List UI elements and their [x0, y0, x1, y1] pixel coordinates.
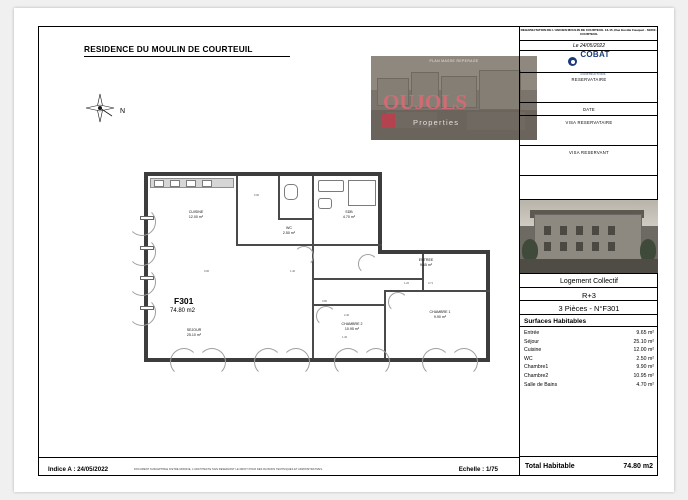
field-visa-reservant[interactable]: VISA RESERVANT: [520, 146, 658, 176]
table-row: Cuisine 12.00 m²: [524, 347, 654, 354]
door-swing-left-3: [128, 268, 156, 296]
room-label-entree: ENTREE 9.65 m²: [418, 258, 434, 267]
dimension-1: 0.90: [204, 270, 210, 273]
partition-wc-left: [278, 176, 280, 220]
kitchen-fridge-icon: [202, 180, 212, 187]
plan-area: [38, 26, 520, 476]
door-swing-bottom-6: [362, 348, 390, 376]
dimension-7: 1.40: [290, 270, 296, 273]
table-row: WC 2.50 m²: [524, 355, 654, 362]
room-label-sejour: SEJOUR 25.10 m²: [186, 328, 202, 337]
kitchen-hob-icon: [170, 180, 180, 187]
door-swing-left-2: [128, 238, 156, 266]
dimension-2: 1.40: [342, 336, 348, 339]
partition-cuisine-right: [236, 176, 238, 246]
site-plan-caption: PLAN MASSE REPERAGE: [429, 59, 479, 63]
partition-wc-bottom: [280, 218, 314, 220]
footer-divider: [38, 457, 520, 458]
dimension-4: 0.80: [322, 300, 328, 303]
field-date[interactable]: DATE: [520, 103, 658, 116]
surfaces-table: [520, 327, 658, 403]
project-header: REHABILITATION DE L'ANCIEN MOULIN DE COURTEUIL 13-15 ,Rue Eustile Fauquet - 60300 - COURTEUIL: [520, 26, 658, 41]
footer-legal: DOCUMENT SUSCEPTIBLE D'ETRE MODIFIE, L'ARCHITECTE S'EN RESERVANT LE DROIT POUR DES RAISONS TECHNIQUES ET ADMINISTRATIVES.: [134, 468, 323, 471]
lot-area: 74.80 m2: [170, 308, 196, 314]
door-swing-chambre1: [388, 292, 408, 312]
door-swing-hall: [358, 254, 378, 274]
wall-right-upper: [378, 172, 382, 254]
field-reservataire[interactable]: RESERVATAIRE: [520, 73, 658, 103]
room-label-chambre2: CHAMBRE 2 10.95 m²: [341, 322, 363, 331]
lot-code: F301: [174, 296, 194, 306]
table-row: Séjour 25.10 m²: [524, 338, 654, 345]
kitchen-appliance-icon: [186, 180, 196, 187]
partition-chambre1-left: [384, 290, 386, 358]
blank-cell: [520, 176, 658, 200]
door-swing-bottom-7: [422, 348, 450, 376]
brand-square-icon: [381, 114, 395, 128]
partition-horizontal-upper: [238, 244, 382, 246]
brand-tagline: Properties: [413, 118, 460, 127]
door-swing-entree: [294, 246, 314, 266]
wall-top: [144, 172, 382, 176]
total-value: 74.80 m2: [623, 463, 653, 470]
door-swing-bottom-2: [198, 348, 226, 376]
footer-scale: Echelle : 1/75: [458, 466, 498, 473]
door-swing-left-4: [128, 298, 156, 326]
wc-bowl-icon: [284, 184, 298, 200]
partition-hall-bottom: [312, 278, 424, 280]
company-logo: [520, 49, 658, 76]
door-swing-bottom-3: [254, 348, 282, 376]
field-visa-reservataire[interactable]: VISA RESERVATAIRE: [520, 116, 658, 146]
title-block: [519, 26, 658, 476]
dimension-8: 0.90: [254, 194, 260, 197]
door-swing-left-1: [128, 208, 156, 236]
dimension-5: 1.20: [404, 282, 410, 285]
room-label-chambre1: CHAMBRE 1 9.90 m²: [429, 310, 451, 319]
site-plan-image: [371, 56, 537, 140]
table-row: Chambre1 9.90 m²: [524, 364, 654, 371]
bath-tub-icon: [318, 180, 344, 192]
shower-icon: [348, 180, 376, 206]
surfaces-title: Surfaces Habitables: [520, 315, 658, 327]
company-name: COBAT: [580, 49, 610, 59]
table-row: Salle de Bains 4.70 m²: [524, 381, 654, 388]
partition-sdb-left: [312, 176, 314, 244]
building-photo: [520, 200, 658, 274]
partition-chambre2-left: [312, 304, 314, 358]
door-swing-bottom-5: [334, 348, 362, 376]
wall-left: [144, 172, 148, 362]
title-underline: [84, 56, 290, 57]
cobat-mark-icon: [568, 57, 577, 66]
dimension-3: 2.40: [344, 314, 350, 317]
drawing-sheet: [14, 8, 674, 492]
bath-sink-icon: [318, 198, 332, 209]
room-label-cuisine: CUISINE 12.00 m²: [188, 210, 204, 219]
north-arrow-icon: [84, 92, 128, 136]
door-swing-bottom-1: [170, 348, 198, 376]
page-title: RESIDENCE DU MOULIN DE COURTEUIL: [84, 44, 253, 54]
table-row: Chambre2 10.95 m²: [524, 372, 654, 379]
wall-mid-right: [378, 250, 490, 254]
total-habitable-row: [520, 456, 658, 476]
floor-plan: [126, 150, 494, 380]
table-row: Entrée 9.65 m²: [524, 330, 654, 336]
total-label: Total Habitable: [525, 463, 575, 470]
room-label-wc: WC 2.50 m²: [282, 226, 296, 235]
brand-name: OUJOLS: [383, 90, 468, 114]
lot-designation: 3 Pièces - N°F301: [520, 301, 658, 315]
north-label: N: [120, 108, 126, 115]
wall-right: [486, 250, 490, 362]
kitchen-sink-icon: [154, 180, 164, 187]
door-swing-bottom-8: [450, 348, 478, 376]
company-tagline: CONSTRUCTIONS: [580, 72, 606, 76]
door-swing-bottom-4: [282, 348, 310, 376]
issue-date: Le 24/05/2022: [520, 41, 658, 51]
room-label-sdb: SDB 4.70 m²: [342, 210, 356, 219]
program-type: Logement Collectif: [520, 274, 658, 288]
dimension-6: 0.71: [428, 282, 434, 285]
building-level: R+3: [520, 288, 658, 301]
footer-indice: Indice A : 24/05/2022: [48, 466, 109, 473]
